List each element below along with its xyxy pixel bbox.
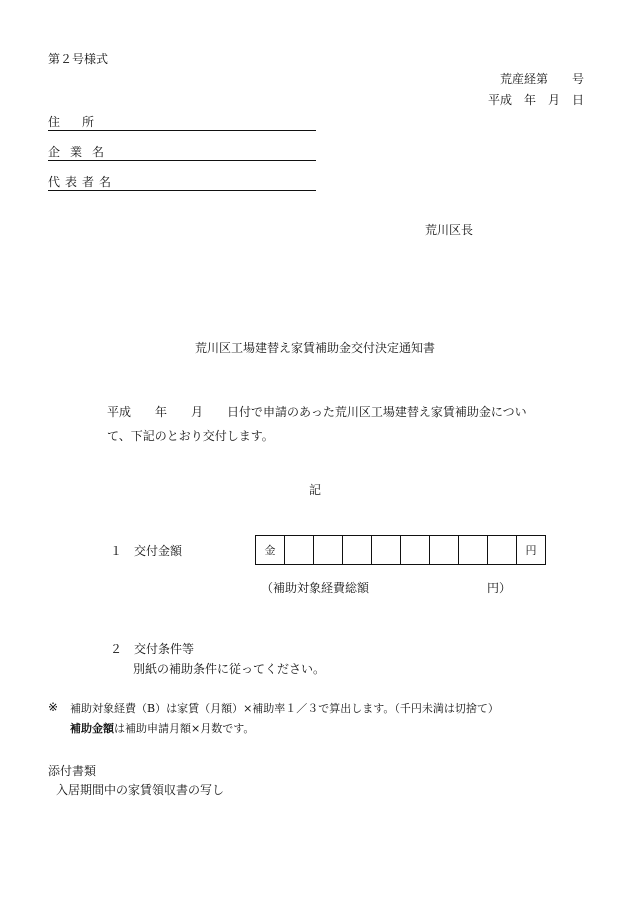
note-line2 xyxy=(70,720,254,736)
amount-digit-cell[interactable] xyxy=(314,536,343,565)
company-name-field[interactable] xyxy=(48,145,316,161)
amount-digit-cell[interactable] xyxy=(401,536,430,565)
company-name-label: 企業名 xyxy=(48,145,115,159)
item2-label: ２ 交付条件等 xyxy=(110,642,195,656)
representative-field[interactable] xyxy=(48,175,316,191)
amount-digit-cell[interactable] xyxy=(372,536,401,565)
representative-label: 代表者名 xyxy=(48,175,117,189)
amount-digit-cell[interactable] xyxy=(459,536,488,565)
amount-table xyxy=(255,535,546,565)
note-mark: ※ xyxy=(48,700,59,714)
body-text: 平成 年 月 日付で申請のあった荒川区工場建替え家賃補助金について、下記のとおり交付します。 xyxy=(107,405,527,443)
document-date: 平成 年 月 日 xyxy=(487,93,584,107)
total-expense-unit: 円） xyxy=(487,581,512,595)
attachments-heading: 添付書類 xyxy=(48,764,97,778)
note-line2-rest: は補助申請月額×月数です。 xyxy=(114,722,255,735)
amount-digit-cell[interactable] xyxy=(285,536,314,565)
address-field[interactable] xyxy=(48,115,316,131)
reference-number: 荒産経第 号 xyxy=(499,72,584,86)
note-line2-bold: 補助金額 xyxy=(70,722,114,735)
item2-text: 別紙の補助条件に従ってください。 xyxy=(133,662,326,676)
note-line1: 補助対象経費（B）は家賃（月額）×補助率１／３で算出します。（千円未満は切捨て） xyxy=(70,702,499,715)
amount-prefix-cell: 金 xyxy=(256,536,285,565)
amount-digit-cell[interactable] xyxy=(430,536,459,565)
attachments-item: 入居期間中の家賃領収書の写し xyxy=(56,783,225,797)
amount-suffix-cell: 円 xyxy=(517,536,546,565)
amount-digit-cell[interactable] xyxy=(343,536,372,565)
amount-digit-cell[interactable] xyxy=(488,536,517,565)
addressee: 荒川区長 xyxy=(425,223,474,237)
form-number: 第２号様式 xyxy=(48,52,109,66)
item1-label: １ 交付金額 xyxy=(110,544,183,558)
total-expense-label: （補助対象経費総額 xyxy=(261,581,370,595)
ki-heading: 記 xyxy=(308,483,321,497)
document-title: 荒川区工場建替え家賃補助金交付決定通知書 xyxy=(194,341,435,355)
address-label: 住所 xyxy=(48,115,117,129)
